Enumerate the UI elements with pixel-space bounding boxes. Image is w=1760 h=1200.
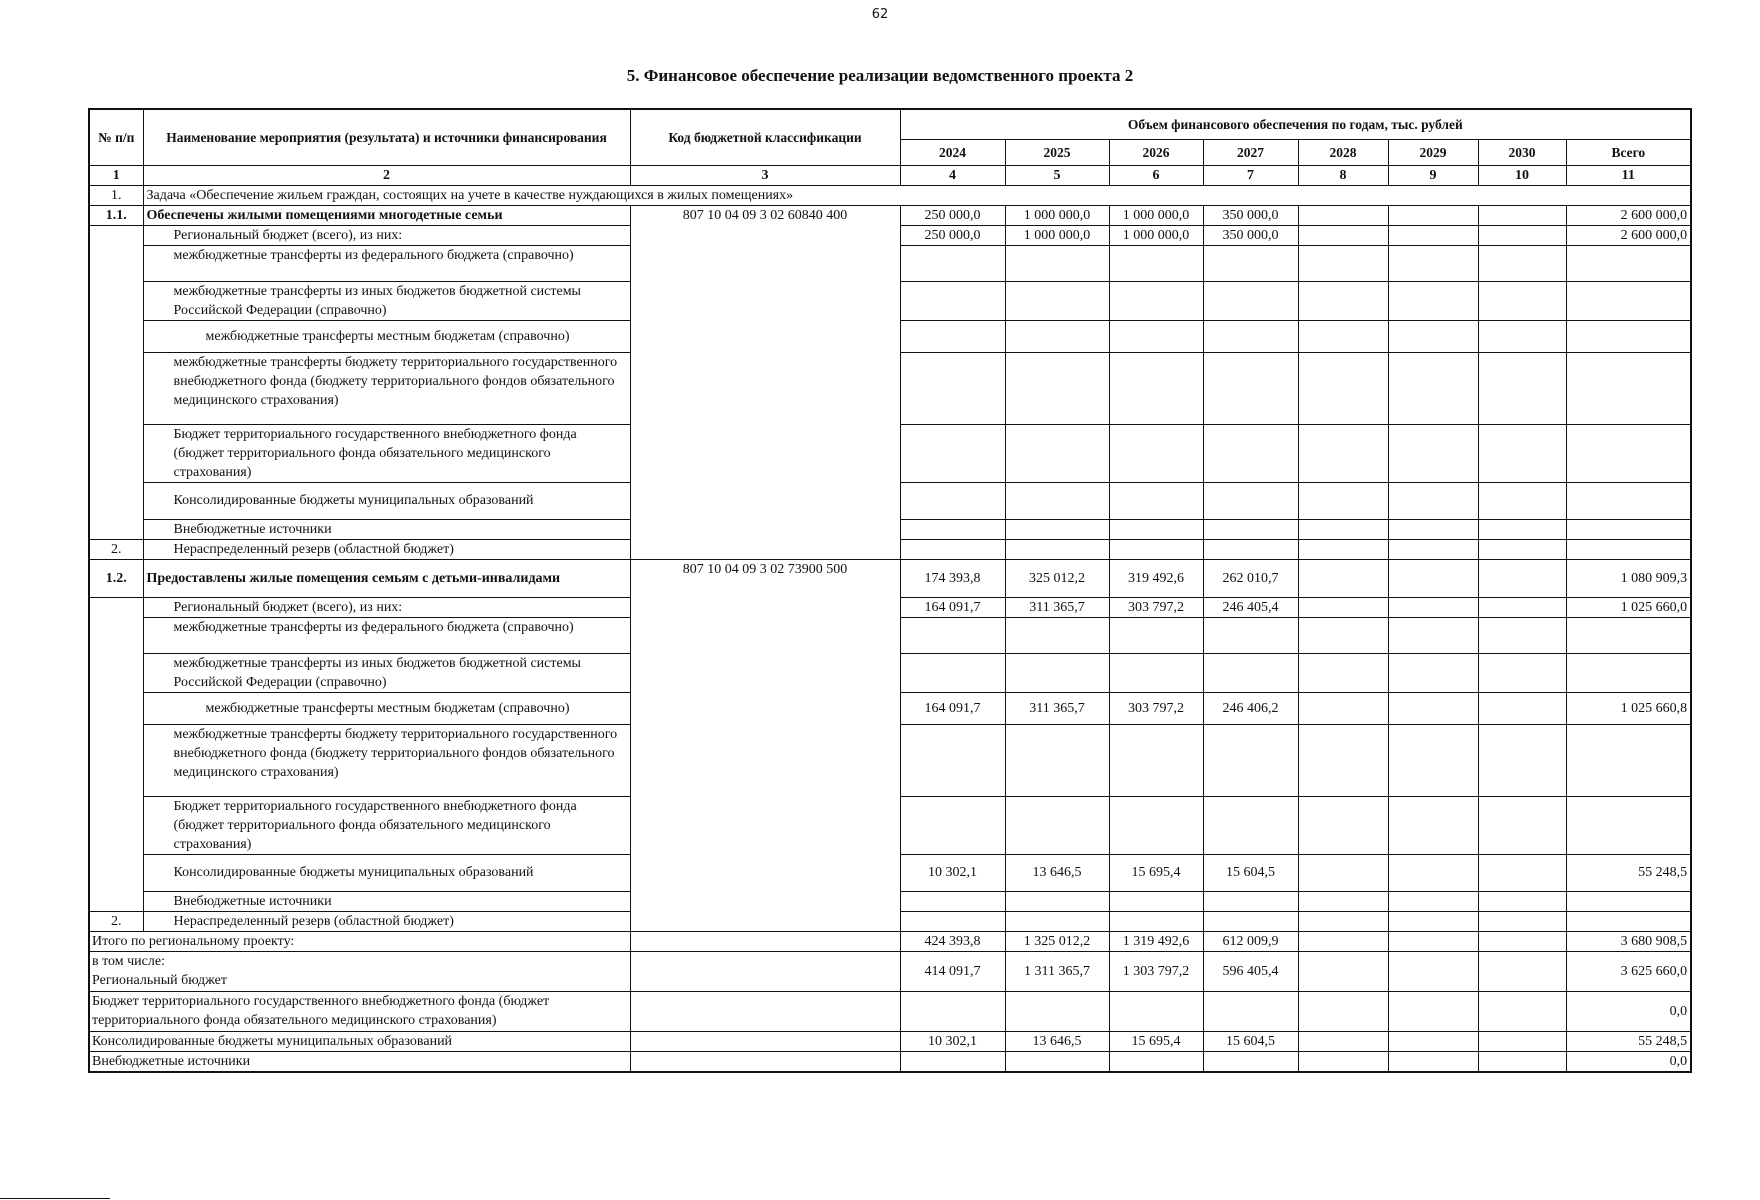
- document-title: 5. Финансовое обеспечение реализации ведомственного проекта 2: [626, 66, 1134, 85]
- summary-name: Внебюджетные источники: [89, 1051, 630, 1072]
- value-cell: [1388, 692, 1478, 724]
- value-cell: 250 000,0: [900, 225, 1005, 245]
- value-cell: [1005, 281, 1109, 320]
- value-cell: [1109, 617, 1203, 653]
- summary-row: [89, 991, 1691, 1031]
- value-cell: [1005, 245, 1109, 281]
- value-cell: [1298, 617, 1388, 653]
- empty-cell: [1566, 911, 1691, 931]
- value-cell: [900, 991, 1005, 1031]
- value-cell: [1478, 205, 1566, 225]
- header-year: 2025: [1005, 139, 1109, 165]
- value-cell: [1203, 424, 1298, 482]
- value-cell: [1478, 653, 1566, 692]
- budget-code: 807 10 04 09 3 02 60840 400: [630, 205, 900, 559]
- value-cell: [1203, 245, 1298, 281]
- header-year: 2024: [900, 139, 1005, 165]
- value-cell: [1005, 352, 1109, 424]
- value-cell: 350 000,0: [1203, 205, 1298, 225]
- value-cell: [1388, 653, 1478, 692]
- total-cell: 1 080 909,3: [1566, 559, 1691, 597]
- total-cell: 0,0: [1566, 1051, 1691, 1072]
- value-cell: 424 393,8: [900, 931, 1005, 951]
- summary-name: Итого по региональному проекту:: [89, 931, 630, 951]
- value-cell: [1478, 519, 1566, 539]
- task-num: 1.: [89, 185, 143, 205]
- value-cell: [1298, 320, 1388, 352]
- value-cell: 15 604,5: [1203, 1031, 1298, 1051]
- summary-name-line: в том числе:: [92, 953, 165, 969]
- value-cell: [1298, 245, 1388, 281]
- value-cell: [1478, 617, 1566, 653]
- column-number: 10: [1478, 165, 1566, 185]
- value-cell: [1478, 796, 1566, 854]
- value-cell: [1298, 796, 1388, 854]
- empty-cell: [1478, 539, 1566, 559]
- empty-cell: [1109, 911, 1203, 931]
- value-cell: [1478, 692, 1566, 724]
- summary-name: Бюджет территориального государственного внебюджетного фонда (бюджет территориального фонда обязательного медицинского страхования): [89, 991, 630, 1031]
- value-cell: [900, 320, 1005, 352]
- value-cell: [1388, 951, 1478, 991]
- column-number: 3: [630, 165, 900, 185]
- value-cell: [1478, 724, 1566, 796]
- value-cell: [1203, 724, 1298, 796]
- column-number: 9: [1388, 165, 1478, 185]
- value-cell: [1109, 653, 1203, 692]
- column-number: 8: [1298, 165, 1388, 185]
- value-cell: 1 000 000,0: [1005, 205, 1109, 225]
- value-cell: [1388, 931, 1478, 951]
- summary-row: [89, 931, 1691, 951]
- value-cell: 311 365,7: [1005, 692, 1109, 724]
- value-cell: [1005, 320, 1109, 352]
- value-cell: [1388, 1051, 1478, 1072]
- value-cell: [1478, 424, 1566, 482]
- total-cell: 2 600 000,0: [1566, 205, 1691, 225]
- total-cell: [1566, 519, 1691, 539]
- value-cell: [1478, 931, 1566, 951]
- empty-code-cell: [630, 1051, 900, 1072]
- value-cell: 15 695,4: [1109, 854, 1203, 891]
- reserve-num: 2.: [89, 911, 143, 931]
- value-cell: [1298, 854, 1388, 891]
- value-cell: [1388, 891, 1478, 911]
- total-cell: [1566, 424, 1691, 482]
- value-cell: [1005, 891, 1109, 911]
- value-cell: [1478, 991, 1566, 1031]
- value-cell: [1109, 891, 1203, 911]
- section-name: Обеспечены жилыми помещениями многодетные семьи: [143, 205, 630, 225]
- value-cell: 1 303 797,2: [1109, 951, 1203, 991]
- empty-cell: [1478, 911, 1566, 931]
- section-row: [89, 559, 1691, 597]
- summary-row: [89, 1031, 1691, 1051]
- value-cell: [1109, 519, 1203, 539]
- empty-cell: [1005, 539, 1109, 559]
- total-cell: [1566, 891, 1691, 911]
- value-cell: [1203, 1051, 1298, 1072]
- value-cell: 246 405,4: [1203, 597, 1298, 617]
- value-cell: [1005, 482, 1109, 519]
- value-cell: [1298, 281, 1388, 320]
- value-cell: 246 406,2: [1203, 692, 1298, 724]
- value-cell: [900, 245, 1005, 281]
- value-cell: [1109, 245, 1203, 281]
- value-cell: [1109, 482, 1203, 519]
- value-cell: [1298, 931, 1388, 951]
- value-cell: [1203, 653, 1298, 692]
- reserve-name: Нераспределенный резерв (областной бюджет): [143, 539, 630, 559]
- column-number: 2: [143, 165, 630, 185]
- summary-name: [89, 951, 630, 991]
- value-cell: [1478, 352, 1566, 424]
- section-name: Предоставлены жилые помещения семьям с детьми-инвалидами: [143, 559, 630, 597]
- total-cell: [1566, 245, 1691, 281]
- value-cell: 15 604,5: [1203, 854, 1298, 891]
- empty-cell: [900, 539, 1005, 559]
- value-cell: 1 000 000,0: [1005, 225, 1109, 245]
- value-cell: [1298, 482, 1388, 519]
- empty-cell: [1566, 539, 1691, 559]
- value-cell: [1388, 854, 1478, 891]
- header-year: 2026: [1109, 139, 1203, 165]
- value-cell: [1478, 559, 1566, 597]
- value-cell: 164 091,7: [900, 692, 1005, 724]
- reserve-name: Нераспределенный резерв (областной бюджет): [143, 911, 630, 931]
- value-cell: 13 646,5: [1005, 854, 1109, 891]
- column-number: 4: [900, 165, 1005, 185]
- value-cell: [1005, 1051, 1109, 1072]
- page-number: 62: [871, 7, 889, 22]
- value-cell: [1298, 225, 1388, 245]
- summary-row: [89, 951, 1691, 991]
- summary-row: [89, 1051, 1691, 1072]
- value-cell: [1388, 245, 1478, 281]
- value-cell: [900, 352, 1005, 424]
- task-text: Задача «Обеспечение жильем граждан, состоящих на учете в качестве нуждающихся в жилых помещениях»: [143, 185, 1691, 205]
- value-cell: [1203, 796, 1298, 854]
- value-cell: 1 000 000,0: [1109, 205, 1203, 225]
- source-name: Внебюджетные источники: [143, 519, 630, 539]
- empty-cell: [1388, 539, 1478, 559]
- value-cell: [1478, 891, 1566, 911]
- column-number: 7: [1203, 165, 1298, 185]
- source-name: межбюджетные трансферты местным бюджетам (справочно): [143, 320, 630, 352]
- total-cell: 1 025 660,0: [1566, 597, 1691, 617]
- value-cell: [1298, 653, 1388, 692]
- column-number: 1: [89, 165, 143, 185]
- total-cell: [1566, 281, 1691, 320]
- value-cell: 596 405,4: [1203, 951, 1298, 991]
- section-row: [89, 205, 1691, 225]
- header-total: Всего: [1566, 139, 1691, 165]
- value-cell: [1109, 796, 1203, 854]
- header-year: 2030: [1478, 139, 1566, 165]
- value-cell: [1203, 320, 1298, 352]
- source-name: Консолидированные бюджеты муниципальных образований: [143, 854, 630, 891]
- value-cell: 303 797,2: [1109, 597, 1203, 617]
- value-cell: [1203, 519, 1298, 539]
- header-code: Код бюджетной классификации: [630, 109, 900, 165]
- value-cell: [1478, 597, 1566, 617]
- value-cell: [900, 281, 1005, 320]
- value-cell: [1005, 424, 1109, 482]
- value-cell: 13 646,5: [1005, 1031, 1109, 1051]
- empty-cell: [1203, 911, 1298, 931]
- source-name: межбюджетные трансферты бюджету территориального государственного внебюджетного фонда (бюджету территориального фондов обязательного медицинского страхования): [143, 724, 630, 796]
- value-cell: [900, 1051, 1005, 1072]
- source-name: межбюджетные трансферты из федерального бюджета (справочно): [143, 617, 630, 653]
- value-cell: [1388, 352, 1478, 424]
- value-cell: [1388, 482, 1478, 519]
- empty-cell: [1298, 539, 1388, 559]
- empty-cell: [900, 911, 1005, 931]
- total-cell: [1566, 653, 1691, 692]
- footnote-divider: [0, 1198, 110, 1199]
- header-year: 2027: [1203, 139, 1298, 165]
- empty-cell: [1203, 539, 1298, 559]
- value-cell: 1 319 492,6: [1109, 931, 1203, 951]
- value-cell: [1298, 724, 1388, 796]
- value-cell: 10 302,1: [900, 1031, 1005, 1051]
- source-name: Региональный бюджет (всего), из них:: [143, 225, 630, 245]
- column-number: 11: [1566, 165, 1691, 185]
- value-cell: [1203, 891, 1298, 911]
- value-cell: 1 325 012,2: [1005, 931, 1109, 951]
- total-cell: 1 025 660,8: [1566, 692, 1691, 724]
- value-cell: [1298, 559, 1388, 597]
- budget-code: 807 10 04 09 3 02 73900 500: [630, 559, 900, 931]
- value-cell: [1478, 482, 1566, 519]
- value-cell: [1478, 854, 1566, 891]
- value-cell: [1388, 597, 1478, 617]
- total-cell: 55 248,5: [1566, 1031, 1691, 1051]
- value-cell: 612 009,9: [1203, 931, 1298, 951]
- total-cell: [1566, 320, 1691, 352]
- value-cell: [1388, 225, 1478, 245]
- financing-table: [88, 108, 1692, 1073]
- value-cell: 1 000 000,0: [1109, 225, 1203, 245]
- value-cell: 1 311 365,7: [1005, 951, 1109, 991]
- source-name: межбюджетные трансферты бюджету территориального государственного внебюджетного фонда (бюджету территориального фондов обязательного медицинского страхования): [143, 352, 630, 424]
- value-cell: 262 010,7: [1203, 559, 1298, 597]
- value-cell: [1388, 559, 1478, 597]
- value-cell: 311 365,7: [1005, 597, 1109, 617]
- header-year: 2028: [1298, 139, 1388, 165]
- total-cell: [1566, 482, 1691, 519]
- value-cell: [1005, 653, 1109, 692]
- empty-cell: [1005, 911, 1109, 931]
- value-cell: [900, 724, 1005, 796]
- value-cell: [1388, 519, 1478, 539]
- total-cell: 3 680 908,5: [1566, 931, 1691, 951]
- empty-code-cell: [630, 951, 900, 991]
- column-number: 6: [1109, 165, 1203, 185]
- value-cell: [1298, 1031, 1388, 1051]
- header-volume: Объем финансового обеспечения по годам, тыс. рублей: [900, 109, 1691, 139]
- value-cell: [1203, 281, 1298, 320]
- value-cell: [1005, 796, 1109, 854]
- task-row: [89, 185, 1691, 205]
- value-cell: [1388, 1031, 1478, 1051]
- value-cell: [1388, 424, 1478, 482]
- value-cell: [1388, 205, 1478, 225]
- value-cell: [1388, 796, 1478, 854]
- value-cell: 164 091,7: [900, 597, 1005, 617]
- value-cell: [1109, 320, 1203, 352]
- column-number: 5: [1005, 165, 1109, 185]
- value-cell: [1388, 991, 1478, 1031]
- value-cell: [900, 891, 1005, 911]
- empty-code-cell: [630, 931, 900, 951]
- source-name: межбюджетные трансферты из иных бюджетов бюджетной системы Российской Федерации (справочно): [143, 281, 630, 320]
- source-name: Региональный бюджет (всего), из них:: [143, 597, 630, 617]
- total-cell: [1566, 724, 1691, 796]
- value-cell: [900, 796, 1005, 854]
- source-name: межбюджетные трансферты из иных бюджетов бюджетной системы Российской Федерации (справочно): [143, 653, 630, 692]
- value-cell: [1298, 991, 1388, 1031]
- value-cell: [900, 424, 1005, 482]
- value-cell: [1298, 891, 1388, 911]
- value-cell: [1109, 424, 1203, 482]
- summary-name: Консолидированные бюджеты муниципальных образований: [89, 1031, 630, 1051]
- value-cell: [1298, 951, 1388, 991]
- value-cell: [1298, 1051, 1388, 1072]
- value-cell: [1478, 1051, 1566, 1072]
- value-cell: 15 695,4: [1109, 1031, 1203, 1051]
- value-cell: [1109, 991, 1203, 1031]
- value-cell: 174 393,8: [900, 559, 1005, 597]
- value-cell: [1478, 1031, 1566, 1051]
- value-cell: [1388, 281, 1478, 320]
- value-cell: [1109, 281, 1203, 320]
- value-cell: 414 091,7: [900, 951, 1005, 991]
- source-name: Внебюджетные источники: [143, 891, 630, 911]
- value-cell: [900, 519, 1005, 539]
- source-name: межбюджетные трансферты из федерального бюджета (справочно): [143, 245, 630, 281]
- value-cell: [1388, 724, 1478, 796]
- empty-code-cell: [630, 991, 900, 1031]
- value-cell: [1478, 320, 1566, 352]
- source-name: межбюджетные трансферты местным бюджетам (справочно): [143, 692, 630, 724]
- value-cell: [1478, 225, 1566, 245]
- total-cell: [1566, 617, 1691, 653]
- value-cell: [1478, 281, 1566, 320]
- value-cell: [900, 482, 1005, 519]
- value-cell: [1478, 245, 1566, 281]
- value-cell: 250 000,0: [900, 205, 1005, 225]
- value-cell: [1109, 1051, 1203, 1072]
- section-num: 1.2.: [89, 559, 143, 597]
- total-cell: 0,0: [1566, 991, 1691, 1031]
- value-cell: [900, 653, 1005, 692]
- section-num: 1.1.: [89, 205, 143, 225]
- header-year: 2029: [1388, 139, 1478, 165]
- total-cell: 3 625 660,0: [1566, 951, 1691, 991]
- empty-code-cell: [630, 1031, 900, 1051]
- header-name: Наименование мероприятия (результата) и источники финансирования: [143, 109, 630, 165]
- empty-num-cell: [89, 597, 143, 911]
- value-cell: 325 012,2: [1005, 559, 1109, 597]
- value-cell: [1109, 724, 1203, 796]
- empty-cell: [1388, 911, 1478, 931]
- value-cell: [1298, 597, 1388, 617]
- total-cell: [1566, 352, 1691, 424]
- value-cell: [1005, 724, 1109, 796]
- total-cell: 55 248,5: [1566, 854, 1691, 891]
- value-cell: [1298, 205, 1388, 225]
- empty-cell: [1298, 911, 1388, 931]
- value-cell: [1388, 320, 1478, 352]
- total-cell: [1566, 796, 1691, 854]
- value-cell: [1203, 991, 1298, 1031]
- total-cell: 2 600 000,0: [1566, 225, 1691, 245]
- value-cell: [1298, 424, 1388, 482]
- value-cell: [1298, 692, 1388, 724]
- value-cell: [1298, 519, 1388, 539]
- value-cell: 303 797,2: [1109, 692, 1203, 724]
- value-cell: [1388, 617, 1478, 653]
- value-cell: [1005, 991, 1109, 1031]
- source-name: Бюджет территориального государственного внебюджетного фонда (бюджет территориального фонда обязательного медицинского страхования): [143, 424, 630, 482]
- value-cell: [1005, 519, 1109, 539]
- header-num: № п/п: [89, 109, 143, 165]
- reserve-num: 2.: [89, 539, 143, 559]
- value-cell: [1005, 617, 1109, 653]
- source-name: Бюджет территориального государственного внебюджетного фонда (бюджет территориального фонда обязательного медицинского страхования): [143, 796, 630, 854]
- value-cell: 10 302,1: [900, 854, 1005, 891]
- summary-name-line: Региональный бюджет: [92, 972, 227, 988]
- empty-cell: [1109, 539, 1203, 559]
- value-cell: [1203, 482, 1298, 519]
- value-cell: [1109, 352, 1203, 424]
- empty-num-cell: [89, 225, 143, 539]
- value-cell: [1203, 352, 1298, 424]
- source-name: Консолидированные бюджеты муниципальных образований: [143, 482, 630, 519]
- value-cell: [1478, 951, 1566, 991]
- value-cell: [1203, 617, 1298, 653]
- value-cell: 319 492,6: [1109, 559, 1203, 597]
- value-cell: 350 000,0: [1203, 225, 1298, 245]
- value-cell: [900, 617, 1005, 653]
- value-cell: [1298, 352, 1388, 424]
